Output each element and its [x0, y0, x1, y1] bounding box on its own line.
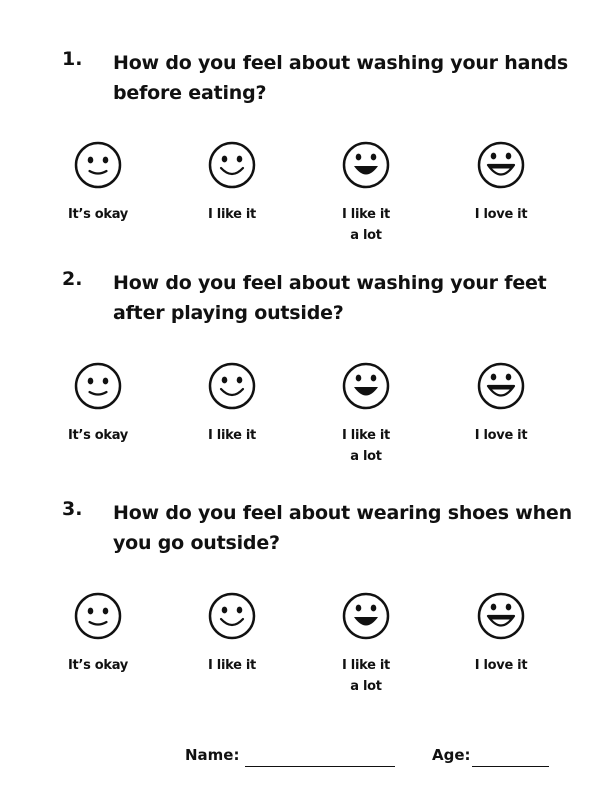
open-smile-face-icon [341, 140, 391, 190]
question-number: 3. [62, 498, 83, 520]
big-grin-face-icon [476, 140, 526, 190]
name-label: Name: [185, 746, 240, 764]
rating-label: I like it [208, 207, 256, 222]
rating-label: I like it [208, 428, 256, 443]
rating-option-like[interactable] [177, 361, 287, 446]
age-field[interactable] [472, 766, 549, 767]
rating-label: I like it [208, 658, 256, 673]
rating-label: I like it a lot [342, 428, 390, 464]
question-number: 2. [62, 268, 83, 290]
rating-option-okay[interactable] [43, 591, 153, 676]
footer [0, 746, 612, 776]
age-label: Age: [432, 746, 471, 764]
big-grin-face-icon [476, 361, 526, 411]
rating-label: It’s okay [68, 658, 128, 673]
open-smile-face-icon [341, 361, 391, 411]
smiling-face-icon [207, 140, 257, 190]
rating-option-okay[interactable] [43, 361, 153, 446]
rating-option-like-a-lot[interactable] [311, 140, 421, 246]
rating-label: It’s okay [68, 207, 128, 222]
question-text: How do you feel about washing your feet after playing outside? [113, 272, 547, 324]
rating-option-love[interactable] [446, 140, 556, 225]
rating-label: I love it [474, 428, 528, 443]
rating-option-like[interactable] [177, 140, 287, 225]
rating-option-okay[interactable] [43, 140, 153, 225]
rating-label: I love it [474, 207, 528, 222]
question-text: How do you feel about wearing shoes when you go outside? [113, 502, 572, 554]
rating-label: I like it a lot [342, 658, 390, 694]
smiling-face-icon [207, 361, 257, 411]
rating-option-like-a-lot[interactable] [311, 591, 421, 697]
rating-option-like[interactable] [177, 591, 287, 676]
smiling-face-icon [207, 591, 257, 641]
neutral-smile-face-icon [73, 361, 123, 411]
rating-option-like-a-lot[interactable] [311, 361, 421, 467]
big-grin-face-icon [476, 591, 526, 641]
rating-option-love[interactable] [446, 591, 556, 676]
question-text: How do you feel about washing your hands before eating? [113, 52, 569, 104]
neutral-smile-face-icon [73, 140, 123, 190]
question-number: 1. [62, 48, 83, 70]
name-field[interactable] [245, 766, 395, 767]
open-smile-face-icon [341, 591, 391, 641]
rating-label: I like it a lot [342, 207, 390, 243]
rating-option-love[interactable] [446, 361, 556, 446]
rating-label: It’s okay [68, 428, 128, 443]
rating-label: I love it [474, 658, 528, 673]
neutral-smile-face-icon [73, 591, 123, 641]
